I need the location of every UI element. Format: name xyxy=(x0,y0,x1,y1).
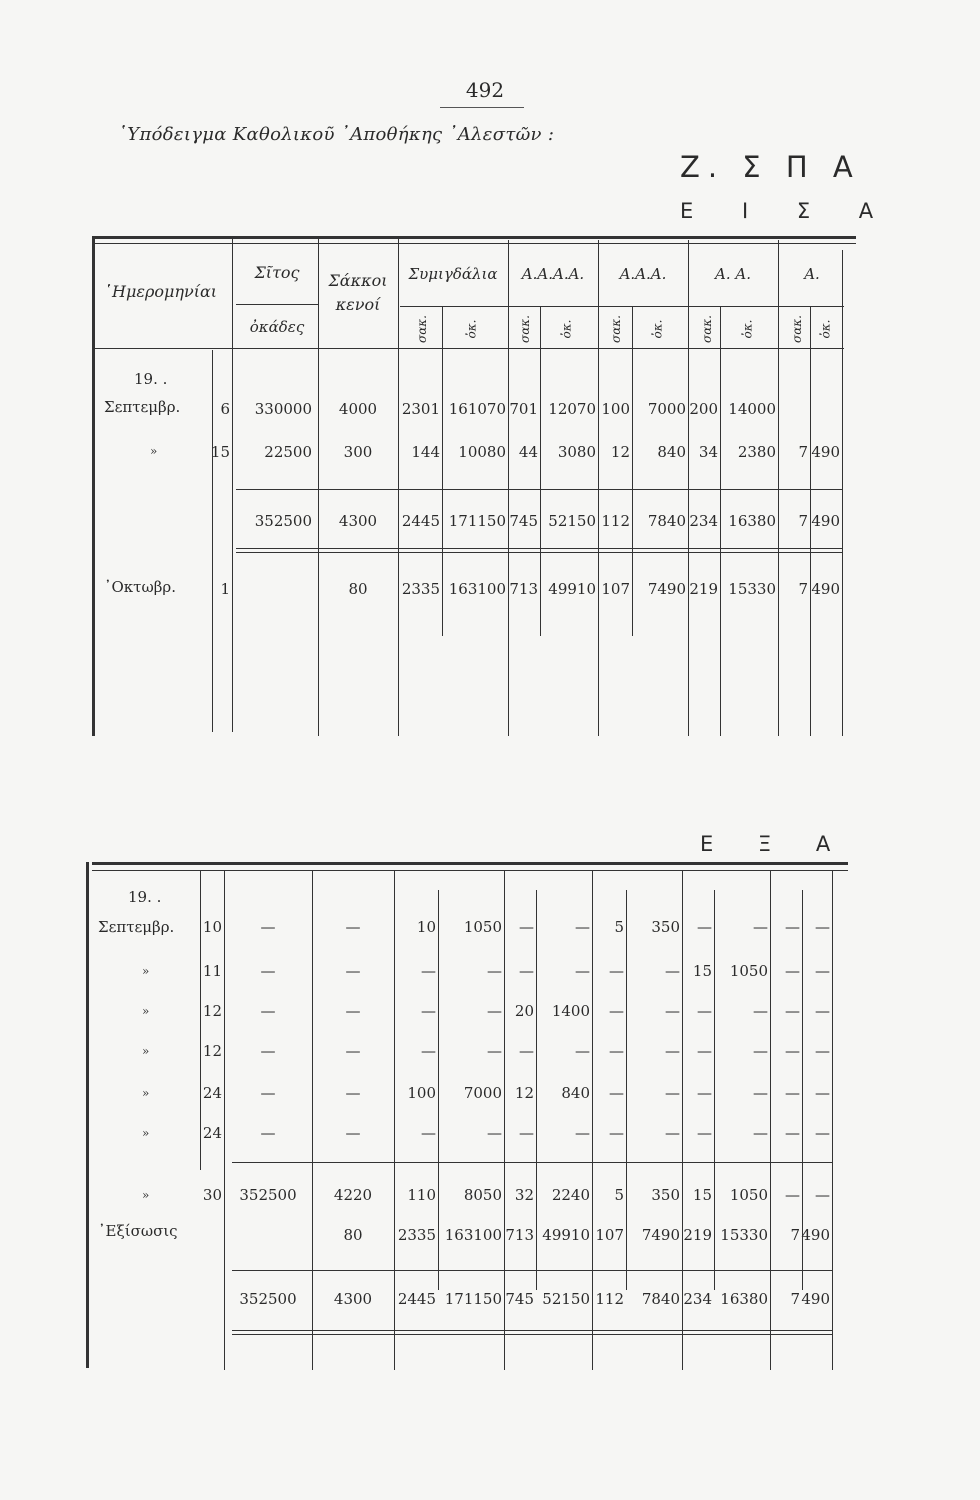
expense-ditto: » xyxy=(142,1044,150,1058)
income-total-a4_sak: 745 xyxy=(509,512,538,530)
expense-cell: — xyxy=(487,1042,502,1060)
income-heading-bottom: Ε Ι Σ Α xyxy=(680,199,895,223)
income-month-oct: ᾿Οκτωβρ. xyxy=(104,578,176,596)
income-oct-sym_sak: 2335 xyxy=(401,580,440,598)
income-cell-a2_ok: 14000 xyxy=(728,400,776,418)
expense-cell: 12 xyxy=(514,1084,534,1102)
income-oct-a3_ok: 7490 xyxy=(647,580,686,598)
expense-cell: 100 xyxy=(407,1084,436,1102)
expense-total-cell: 490 xyxy=(801,1290,830,1308)
exp-total-double-rule xyxy=(232,1330,832,1335)
income-total-a2_ok: 16380 xyxy=(728,512,776,530)
expense-balance-cell: 490 xyxy=(801,1226,830,1244)
expense-cell: — xyxy=(260,1002,276,1020)
exp-sym-split-rule xyxy=(438,890,439,1290)
exp-sakkoi-col-rule xyxy=(394,870,395,1370)
income-cell-a3_ok: 7000 xyxy=(647,400,686,418)
expense-month-sep: Σεπτεμβρ. xyxy=(98,918,175,936)
expense-ditto: » xyxy=(142,1004,150,1018)
expense-total-cell: 7 xyxy=(790,1290,800,1308)
expense-cell: — xyxy=(815,1084,830,1102)
expense-cell: — xyxy=(785,1002,800,1020)
expense-balance-cell: 219 xyxy=(683,1226,712,1244)
expense-balance-cell: 7490 xyxy=(641,1226,680,1244)
unit-ok: ὀκ. xyxy=(818,319,833,339)
income-oct-a4_ok: 49910 xyxy=(548,580,596,598)
exp-balance-rule xyxy=(232,1270,832,1271)
unit-ok: ὀκ. xyxy=(650,319,665,339)
expense-cell: — xyxy=(753,1124,768,1142)
expense-balance-cell: 7 xyxy=(790,1226,800,1244)
expense-row-day: 12 xyxy=(202,1042,222,1060)
income-oct-a1_sak: 7 xyxy=(798,580,808,598)
income-oct-a4_sak: 713 xyxy=(509,580,538,598)
exp-a2-split-rule xyxy=(714,890,715,1290)
income-cell-a1_sak: 7 xyxy=(798,443,808,461)
expense-total-cell: 4300 xyxy=(333,1290,373,1308)
income-cell-okades: 22500 xyxy=(264,443,312,461)
expense-cell: — xyxy=(519,1042,534,1060)
expense-cell: — xyxy=(260,962,276,980)
expense-cell: — xyxy=(260,1124,276,1142)
expense-row-day: 24 xyxy=(202,1124,222,1142)
income-oct-day: 1 xyxy=(220,580,230,598)
expense-cell: — xyxy=(753,918,768,936)
income-heading-top: Z. Σ Π Α xyxy=(680,150,861,184)
expense-balance-cell: 49910 xyxy=(542,1226,590,1244)
expense-cell: — xyxy=(609,1042,624,1060)
expense-cell: — xyxy=(785,962,800,980)
expense-cell: 15 xyxy=(692,962,712,980)
expense-cell: — xyxy=(665,962,680,980)
expense-cell: 352500 xyxy=(239,1186,297,1204)
table-top-rule-thin xyxy=(92,243,856,244)
header-aaa: Α.Α.Α. xyxy=(619,265,667,283)
income-total-a1_ok: 490 xyxy=(811,512,840,530)
expense-cell: — xyxy=(345,1084,361,1102)
expense-cell: — xyxy=(345,1002,361,1020)
expense-cell: — xyxy=(815,962,830,980)
income-cell-sakkoi: 4000 xyxy=(338,400,378,418)
unit-sak: σακ. xyxy=(789,315,804,343)
a2-col-rule xyxy=(778,240,779,736)
income-cell-a3_sak: 12 xyxy=(610,443,630,461)
expense-cell: — xyxy=(260,1042,276,1060)
exp-date-col-rule xyxy=(224,870,225,1370)
expense-cell: 32 xyxy=(514,1186,534,1204)
header-sakkoi: Σάκκοι xyxy=(328,271,388,290)
expense-cell: 1050 xyxy=(729,962,768,980)
subtotal-rule xyxy=(236,489,842,490)
expense-cell: — xyxy=(345,918,361,936)
unit-sak: σακ. xyxy=(414,315,429,343)
sitos-col-rule xyxy=(318,236,319,736)
expense-cell: — xyxy=(665,1084,680,1102)
expense-ditto: » xyxy=(142,964,150,978)
expense-cell: — xyxy=(260,1084,276,1102)
income-total-sym_sak: 2445 xyxy=(401,512,440,530)
expense-cell: — xyxy=(421,1124,436,1142)
expense-cell: 840 xyxy=(561,1084,590,1102)
expense-cell: — xyxy=(609,1124,624,1142)
income-cell-sym_sak: 144 xyxy=(411,443,440,461)
income-oct-a3_sak: 107 xyxy=(601,580,630,598)
expense-row-day: 10 xyxy=(202,918,222,936)
expense-cell: 5 xyxy=(614,1186,624,1204)
sakkoi-col-rule xyxy=(398,236,399,736)
expense-cell: 10 xyxy=(416,918,436,936)
income-cell-a4_ok: 3080 xyxy=(557,443,596,461)
expense-balance-cell: 713 xyxy=(505,1226,534,1244)
expense-cell: — xyxy=(785,1186,800,1204)
header-symigdalia: Συμιγδάλια xyxy=(408,265,498,283)
sym-col-rule xyxy=(508,240,509,736)
income-year: 19. . xyxy=(134,370,168,388)
expense-cell: — xyxy=(609,1084,624,1102)
expense-total-cell: 52150 xyxy=(542,1290,590,1308)
income-cell-sakkoi: 300 xyxy=(343,443,373,461)
expense-ditto: » xyxy=(142,1188,150,1202)
exp-a4-col-rule xyxy=(592,870,593,1370)
exp-left-rule xyxy=(86,862,89,1368)
income-oct-a2_sak: 219 xyxy=(689,580,718,598)
a2-split-rule xyxy=(720,306,721,736)
income-ditto: » xyxy=(150,444,158,458)
header-kenoi: κενοί xyxy=(335,295,381,314)
income-row-day: 15 xyxy=(210,443,230,461)
expense-heading: Ε Ξ Α xyxy=(700,832,850,856)
expense-total-cell: 112 xyxy=(595,1290,624,1308)
expense-balance-cell: 80 xyxy=(343,1226,363,1244)
income-total-okades: 352500 xyxy=(254,512,312,530)
expense-total-cell: 352500 xyxy=(239,1290,297,1308)
expense-cell: — xyxy=(815,1002,830,1020)
exp-day-rule xyxy=(200,870,201,1170)
sitos-subrule xyxy=(236,304,318,305)
expense-cell: — xyxy=(345,962,361,980)
header-aaaa: Α.Α.Α.Α. xyxy=(521,265,585,283)
income-cell-sym_ok: 161070 xyxy=(448,400,506,418)
unit-sak: σακ. xyxy=(517,315,532,343)
expense-cell: — xyxy=(345,1124,361,1142)
income-total-a3_sak: 112 xyxy=(601,512,630,530)
income-oct-a2_ok: 15330 xyxy=(728,580,776,598)
expense-cell: — xyxy=(609,1002,624,1020)
income-total-a2_sak: 234 xyxy=(689,512,718,530)
exp-sitos-col-rule xyxy=(312,870,313,1370)
expense-cell: 20 xyxy=(514,1002,534,1020)
expense-cell: — xyxy=(753,1002,768,1020)
income-cell-a2_sak: 34 xyxy=(698,443,718,461)
expense-cell: 1400 xyxy=(551,1002,590,1020)
income-cell-sym_ok: 10080 xyxy=(458,443,506,461)
table-left-rule xyxy=(92,236,95,736)
page-number: 492 xyxy=(465,78,505,102)
expense-balance-cell: 2335 xyxy=(397,1226,436,1244)
expense-cell: — xyxy=(815,918,830,936)
expense-cell: — xyxy=(785,1042,800,1060)
expense-cell: — xyxy=(421,962,436,980)
income-cell-a2_ok: 2380 xyxy=(737,443,776,461)
income-cell-a2_sak: 200 xyxy=(689,400,718,418)
exp-a3-split-rule xyxy=(626,890,627,1290)
header-dates: ῾Ημερομηνίαι xyxy=(104,282,218,301)
income-oct-sym_ok: 163100 xyxy=(448,580,506,598)
expense-cell: — xyxy=(697,918,712,936)
expense-balance-cell: 107 xyxy=(595,1226,624,1244)
header-a: Α. xyxy=(804,265,820,283)
income-cell-a4_sak: 701 xyxy=(509,400,538,418)
income-cell-a1_ok: 490 xyxy=(811,443,840,461)
expense-cell: — xyxy=(753,1084,768,1102)
exp-right-rule xyxy=(832,870,833,1370)
expense-cell: — xyxy=(487,1002,502,1020)
expense-cell: 7000 xyxy=(463,1084,502,1102)
total-double-rule xyxy=(236,548,842,553)
expense-balance-cell: 15330 xyxy=(720,1226,768,1244)
expense-cell: — xyxy=(815,1042,830,1060)
header-aa: Α. Α. xyxy=(715,265,751,283)
exp-subtotal-rule xyxy=(232,1162,832,1163)
sym-split-rule xyxy=(442,306,443,636)
expense-cell: — xyxy=(697,1042,712,1060)
expense-cell: — xyxy=(785,1124,800,1142)
expense-cell: — xyxy=(421,1002,436,1020)
caption: ῾Υπόδειγμα Καθολικοῦ ᾿Αποθήκης ᾿Αλεστῶν : xyxy=(118,124,555,145)
expense-cell: 5 xyxy=(614,918,624,936)
expense-row-day: 11 xyxy=(202,962,222,980)
expense-cell: — xyxy=(697,1002,712,1020)
expense-cell: 8050 xyxy=(463,1186,502,1204)
income-total-a1_sak: 7 xyxy=(798,512,808,530)
income-month-sep: Σεπτεμβρ. xyxy=(104,398,181,416)
unit-ok: ὀκ. xyxy=(559,319,574,339)
a4-col-rule xyxy=(598,240,599,736)
expense-cell: — xyxy=(575,962,590,980)
expense-cell: — xyxy=(785,918,800,936)
expense-cell: 4220 xyxy=(333,1186,373,1204)
income-total-a4_ok: 52150 xyxy=(548,512,596,530)
expense-cell: — xyxy=(421,1042,436,1060)
income-cell-a3_ok: 840 xyxy=(657,443,686,461)
header-okades: ὀκάδες xyxy=(249,318,305,336)
expense-balance-label: ᾿Εξίσωσις xyxy=(98,1222,178,1240)
expense-cell: — xyxy=(697,1084,712,1102)
expense-year: 19. . xyxy=(128,888,162,906)
unit-sak: σακ. xyxy=(699,315,714,343)
income-cell-a4_sak: 44 xyxy=(518,443,538,461)
income-total-a3_ok: 7840 xyxy=(647,512,686,530)
expense-cell: — xyxy=(753,1042,768,1060)
header-bottom-rule xyxy=(92,348,844,349)
expense-cell: 15 xyxy=(692,1186,712,1204)
income-oct-a1_ok: 490 xyxy=(811,580,840,598)
table-top-rule xyxy=(92,236,856,239)
expense-cell: — xyxy=(697,1124,712,1142)
expense-cell: — xyxy=(815,1186,830,1204)
income-total-sym_ok: 171150 xyxy=(448,512,506,530)
expense-total-cell: 7840 xyxy=(641,1290,680,1308)
expense-balance-cell: 163100 xyxy=(444,1226,502,1244)
expense-ditto: » xyxy=(142,1086,150,1100)
expense-cell: — xyxy=(487,1124,502,1142)
expense-cell: — xyxy=(665,1042,680,1060)
expense-cell: — xyxy=(519,918,534,936)
a4-split-rule xyxy=(540,306,541,636)
expense-total-cell: 171150 xyxy=(444,1290,502,1308)
page-number-rule xyxy=(440,107,524,108)
exp-a4-split-rule xyxy=(536,890,537,1290)
expense-cell: 110 xyxy=(407,1186,436,1204)
expense-total-cell: 234 xyxy=(683,1290,712,1308)
expense-cell: 1050 xyxy=(729,1186,768,1204)
expense-cell: — xyxy=(609,962,624,980)
income-cell-okades: 330000 xyxy=(254,400,312,418)
header-sitos: Σῖτος xyxy=(254,263,300,282)
expense-cell: — xyxy=(575,1124,590,1142)
expense-cell: — xyxy=(575,918,590,936)
unit-ok: ὀκ. xyxy=(740,319,755,339)
expense-cell: 350 xyxy=(651,1186,680,1204)
expense-total-cell: 16380 xyxy=(720,1290,768,1308)
expense-cell: — xyxy=(815,1124,830,1142)
expense-cell: — xyxy=(785,1084,800,1102)
exp-a2-col-rule xyxy=(770,870,771,1370)
expense-cell: — xyxy=(519,1124,534,1142)
expense-cell: — xyxy=(345,1042,361,1060)
expense-cell: 2240 xyxy=(551,1186,590,1204)
expense-cell: 350 xyxy=(651,918,680,936)
expense-cell: — xyxy=(575,1042,590,1060)
expense-cell: — xyxy=(665,1002,680,1020)
expense-ditto: » xyxy=(142,1126,150,1140)
expense-total-cell: 2445 xyxy=(397,1290,436,1308)
a3-split-rule xyxy=(632,306,633,636)
a3-col-rule xyxy=(688,240,689,736)
table-right-rule xyxy=(842,250,843,736)
expense-row-day: 12 xyxy=(202,1002,222,1020)
exp-top-rule xyxy=(92,862,848,865)
expense-cell: — xyxy=(487,962,502,980)
expense-cell: — xyxy=(260,918,276,936)
unit-sak: σακ. xyxy=(608,315,623,343)
expense-row-day: 24 xyxy=(202,1084,222,1102)
expense-total-cell: 745 xyxy=(505,1290,534,1308)
income-oct-sakkoi: 80 xyxy=(348,580,368,598)
income-total-sakkoi: 4300 xyxy=(338,512,378,530)
date-col-rule xyxy=(232,236,233,732)
day-col-rule xyxy=(212,350,213,732)
income-cell-a4_ok: 12070 xyxy=(548,400,596,418)
income-cell-sym_sak: 2301 xyxy=(401,400,440,418)
income-row-day: 6 xyxy=(220,400,230,418)
exp-top-rule-thin xyxy=(92,870,848,871)
expense-cell: — xyxy=(665,1124,680,1142)
expense-cell: 1050 xyxy=(463,918,502,936)
income-cell-a3_sak: 100 xyxy=(601,400,630,418)
expense-cell: — xyxy=(519,962,534,980)
unit-ok: ὀκ. xyxy=(464,319,479,339)
expense-row-day: 30 xyxy=(202,1186,222,1204)
